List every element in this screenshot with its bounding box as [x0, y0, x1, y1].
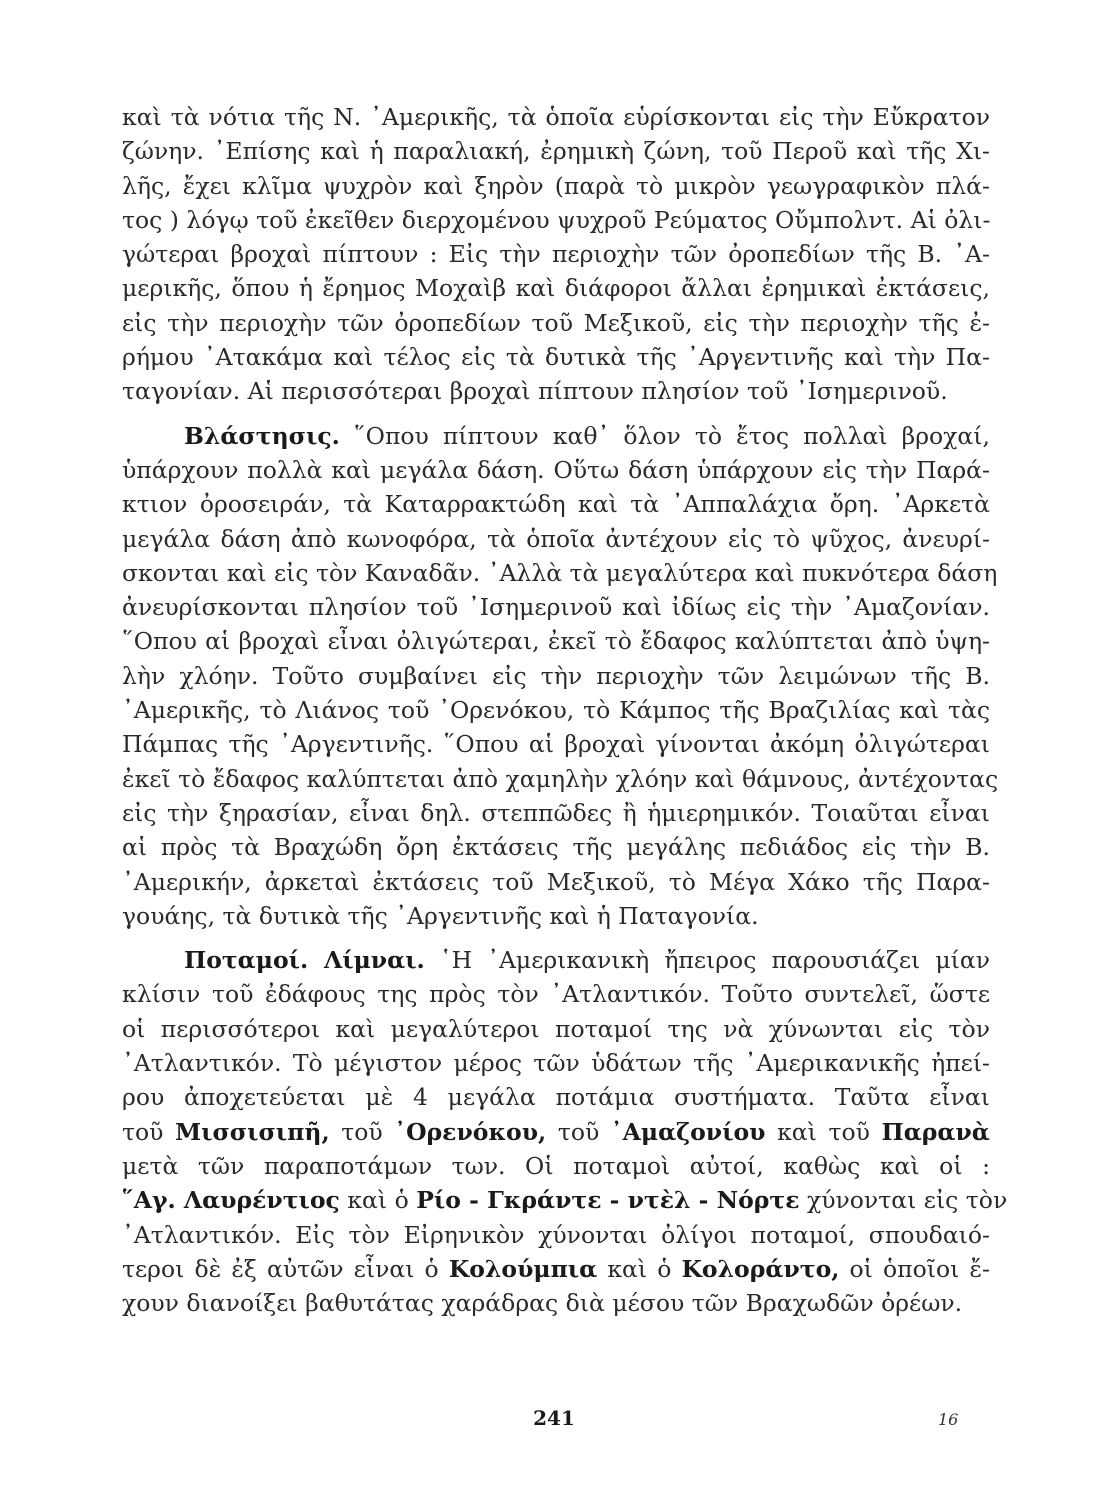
- river-name: Ρίο - Γκράντε - ντὲλ - Νόρτε: [416, 1186, 800, 1215]
- text-line: ρήμου ᾿Ατακάμα καὶ τέλος εἰς τὰ δυτικὰ τῆς ᾿Αργεντινῆς καὶ τὴν Πα-: [122, 343, 990, 372]
- paragraph-climate: [122, 100, 990, 409]
- text-line: τος ) λόγῳ τοῦ ἐκεῖθεν διερχομένου ψυχροῦ Ρεύματος Οὔμπολντ. Αἱ ὀλι-: [122, 205, 991, 234]
- text-line: Πάμπας τῆς ᾿Αργεντινῆς. ῞Οπου αἱ βροχαὶ γίνονται ἀκόμη ὀλιγώτεραι: [122, 730, 990, 759]
- text-line: ἐκεῖ τὸ ἔδαφος καλύπτεται ἀπὸ χαμηλὴν χλόην καὶ θάμνους, ἀντέχοντας: [122, 764, 999, 793]
- text-line: κλίσιν τοῦ ἐδάφους της πρὸς τὸν ᾿Ατλαντικόν. Τοῦτο συντελεῖ, ὥστε: [122, 980, 990, 1009]
- text-line: ᾿Ατλαντικόν. Εἰς τὸν Εἰρηνικὸν χύνονται ὀλίγοι ποταμοί, σπουδαιό-: [122, 1220, 990, 1249]
- river-name: ῞Αγ. Λαυρέντιος: [122, 1186, 340, 1215]
- text-line: μεγάλα δάση ἀπὸ κωνοφόρα, τὰ ὁποῖα ἀντέχουν εἰς τὸ ψῦχος, ἀνευρί-: [122, 524, 990, 553]
- text-line: Βλάστησις. ῞Οπου πίπτουν καθ᾿ ὅλον τὸ ἔτος πολλαὶ βροχαί,: [184, 421, 990, 450]
- text-line: κτιον ὀροσειράν, τὰ Καταρρακτώδη καὶ τὰ ᾿Αππαλάχια ὄρη. ᾿Αρκετὰ: [122, 490, 990, 519]
- river-name: Κολούμπια: [448, 1254, 598, 1283]
- text-line: ῞Αγ. Λαυρέντιος καὶ ὁ Ρίο - Γκράντε - ντὲλ - Νόρτε χύνονται εἰς τὸν: [122, 1186, 1008, 1215]
- paragraph-vegetation: [122, 419, 999, 933]
- text-line: ᾿Αμερικήν, ἀρκεταὶ ἐκτάσεις τοῦ Μεξικοῦ, τὸ Μέγα Χάκο τῆς Παρα-: [122, 867, 990, 896]
- text-line: ᾿Αμερικῆς, τὸ Λιάνος τοῦ ᾿Ορενόκου, τὸ Κάμπος τῆς Βραζιλίας καὶ τὰς: [122, 696, 990, 725]
- text-line: ᾿Ατλαντικόν. Τὸ μέγιστον μέρος τῶν ὑδάτων τῆς ᾿Αμερικανικῆς ἠπεί-: [122, 1049, 990, 1078]
- section-heading: Βλάστησις.: [184, 421, 340, 450]
- text-line: Ποταμοί. Λίμναι. ῾Η ᾿Αμερικανικὴ ἤπειρος παρουσιάζει μίαν: [184, 946, 990, 975]
- text-line: γουάης, τὰ δυτικὰ τῆς ᾿Αργεντινῆς καὶ ἡ Παταγονία.: [122, 901, 759, 930]
- text-line: λὴν χλόην. Τοῦτο συμβαίνει εἰς τὴν περιοχὴν τῶν λειμώνων τῆς Β.: [122, 661, 990, 690]
- river-name: Παρανὰ: [881, 1117, 990, 1146]
- signature-mark: 16: [938, 1410, 959, 1429]
- text-line: καὶ τὰ νότια τῆς Ν. ᾿Αμερικῆς, τὰ ὁποῖα εὑρίσκονται εἰς τὴν Εὔκρατον: [122, 103, 990, 131]
- main-text: [122, 100, 1008, 1320]
- section-heading: Ποταμοί. Λίμναι.: [184, 946, 425, 975]
- text-line: μερικῆς, ὅπου ἡ ἔρημος Μοχαὶβ καὶ διάφοροι ἄλλαι ἐρημικαὶ ἐκτάσεις,: [122, 274, 990, 303]
- text-line: σκονται καὶ εἰς τὸν Καναδᾶν. ᾿Αλλὰ τὰ μεγαλύτερα καὶ πυκνότερα δάση: [122, 558, 998, 587]
- text-line: χουν διανοίξει βαθυτάτας χαράδρας διὰ μέσου τῶν Βραχωδῶν ὀρέων.: [122, 1289, 963, 1318]
- text-line: τεροι δὲ ἐξ αὐτῶν εἶναι ὁ Κολούμπια καὶ ὁ Κολοράντο, οἱ ὁποῖοι ἔ-: [122, 1254, 990, 1283]
- text-line: λῆς, ἔχει κλῖμα ψυχρὸν καὶ ξηρὸν (παρὰ τὸ μικρὸν γεωγραφικὸν πλά-: [122, 171, 990, 200]
- text-line: οἱ περισσότεροι καὶ μεγαλύτεροι ποταμοί της νὰ χύνωνται εἰς τὸν: [122, 1014, 990, 1043]
- text-line: ρου ἀποχετεύεται μὲ 4 μεγάλα ποτάμια συστήματα. Ταῦτα εἶναι: [122, 1083, 990, 1112]
- text-line: ὑπάρχουν πολλὰ καὶ μεγάλα δάση. Οὕτω δάση ὑπάρχουν εἰς τὴν Παρά-: [122, 455, 990, 484]
- river-name: Μισσισιπῆ,: [175, 1117, 330, 1146]
- river-name: ᾿Ορενόκου,: [394, 1117, 547, 1146]
- text-line: ἀνευρίσκονται πλησίον τοῦ ᾿Ισημερινοῦ καὶ ἰδίως εἰς τὴν ᾿Αμαζονίαν.: [122, 593, 990, 622]
- text-line: ῞Οπου αἱ βροχαὶ εἶναι ὀλιγώτεραι, ἐκεῖ τὸ ἔδαφος καλύπτεται ἀπὸ ὑψη-: [122, 627, 990, 656]
- text-line: τοῦ Μισσισιπῆ, τοῦ ᾿Ορενόκου, τοῦ ᾿Αμαζονίου καὶ τοῦ Παρανὰ: [122, 1117, 990, 1146]
- text-line: εἰς τὴν ξηρασίαν, εἶναι δηλ. στεππῶδες ἢ ἡμιερημικόν. Τοιαῦται εἶναι: [122, 798, 990, 827]
- text-line: εἰς τὴν περιοχὴν τῶν ὀροπεδίων τοῦ Μεξικοῦ, εἰς τὴν περιοχὴν τῆς ἐ-: [122, 308, 990, 337]
- paragraph-rivers: [122, 943, 1008, 1320]
- text-line: ταγονίαν. Αἱ περισσότεραι βροχαὶ πίπτουν πλησίον τοῦ ᾿Ισημερινοῦ.: [122, 377, 948, 406]
- river-name: Κολοράντο,: [681, 1254, 840, 1283]
- text-line: γώτεραι βροχαὶ πίπτουν : Εἰς τὴν περιοχὴν τῶν ὀροπεδίων τῆς Β. ᾿Α-: [122, 240, 990, 269]
- river-name: ᾿Αμαζονίου: [610, 1117, 766, 1146]
- text-line: αἱ πρὸς τὰ Βραχώδη ὄρη ἐκτάσεις τῆς μεγάλης πεδιάδος εἰς τὴν Β.: [122, 833, 990, 862]
- page-number: 241: [533, 1406, 575, 1430]
- text-line: μετὰ τῶν παραποτάμων των. Οἱ ποταμοὶ αὐτοί, καθὼς καὶ οἱ :: [122, 1151, 990, 1180]
- text-line: ζώνην. ᾿Επίσης καὶ ἡ παραλιακή, ἐρημικὴ ζώνη, τοῦ Περοῦ καὶ τῆς Χι-: [122, 137, 990, 166]
